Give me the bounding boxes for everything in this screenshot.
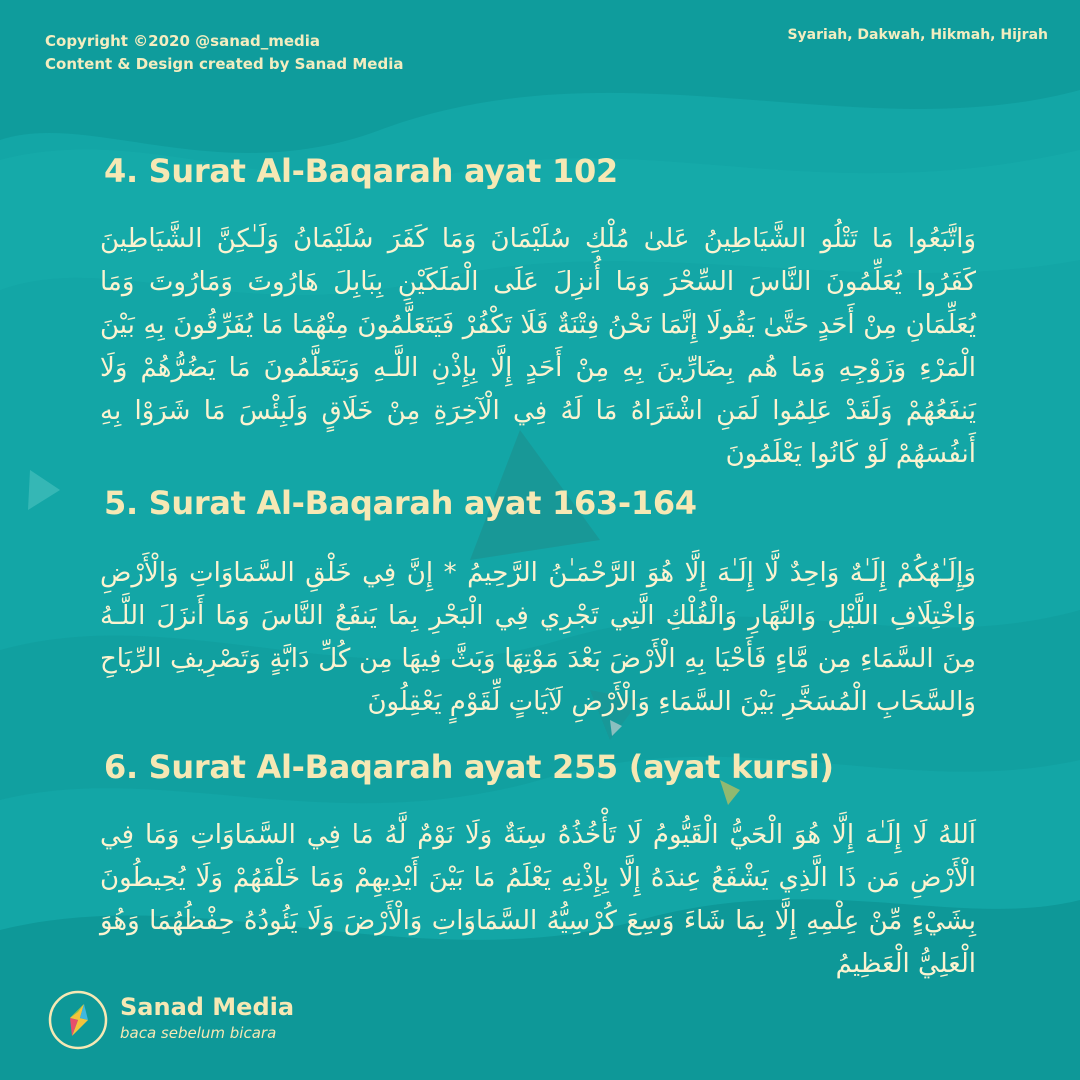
arabic-verse-baqarah-163-164: وَإِلَـٰهُكُمْ إِلَـٰهٌ وَاحِدٌ لَّا إِلَـٰهَ إِلَّا هُوَ الرَّحْمَـٰنُ الرَّحِيمُ * إِنَّ فِي خَلْقِ السَّمَاوَاتِ وَالْأَرْضِ وَاخْتِلَافِ اللَّيْلِ وَالنَّهَارِ وَالْفُلْكِ الَّتِي تَجْرِي فِي الْبَحْرِ بِمَا يَنفَعُ النَّاسَ وَمَا أَنزَلَ اللَّـهُ مِنَ السَّمَاءِ مِن مَّاءٍ فَأَحْيَا بِهِ الْأَرْضَ بَعْدَ مَوْتِهَا وَبَثَّ فِيهَا مِن كُلِّ دَابَّةٍ وَتَصْرِيفِ الرِّيَاحِ وَالسَّحَابِ الْمُسَخَّرِ بَيْنَ السَّمَاءِ وَالْأَرْضِ لَآيَاتٍ لِّقَوْمٍ يَعْقِلُونَ	[100, 558, 976, 717]
copyright-line: Copyright ©2020 @sanad_media	[45, 32, 321, 50]
copyright-notice	[45, 30, 403, 76]
section-title-baqarah-102: 4. Surat Al-Baqarah ayat 102	[104, 152, 618, 190]
brand-subtitle: baca sebelum bicara	[120, 1024, 277, 1042]
section-title-ayat-kursi: 6. Surat Al-Baqarah ayat 255 (ayat kursi)	[104, 748, 834, 786]
arabic-verse-ayat-kursi: اَللهُ لَا إِلَـٰهَ إِلَّا هُوَ الْحَيُّ الْقَيُّومُ لَا تَأْخُذُهُ سِنَةٌ وَلَا نَوْمٌ لَّهُ مَا فِي السَّمَاوَاتِ وَمَا فِي الْأَرْضِ مَن ذَا الَّذِي يَشْفَعُ عِندَهُ إِلَّا بِإِذْنِهِ يَعْلَمُ مَا بَيْنَ أَيْدِيهِمْ وَمَا خَلْفَهُمْ وَلَا يُحِيطُونَ بِشَيْءٍ مِّنْ عِلْمِهِ إِلَّا بِمَا شَاءَ وَسِعَ كُرْسِيُّهُ السَّمَاوَاتِ وَالْأَرْضَ وَلَا يَئُودُهُ حِفْظُهُمَا وَهُوَ الْعَلِيُّ الْعَظِيمُ	[100, 820, 976, 979]
sanad-media-logo-icon	[48, 990, 108, 1050]
tagline: Syariah, Dakwah, Hikmah, Hijrah	[787, 27, 1048, 43]
arabic-verse-baqarah-102: وَاتَّبَعُوا مَا تَتْلُو الشَّيَاطِينُ عَلىٰ مُلْكِ سُلَيْمَانَ وَمَا كَفَرَ سُلَيْمَانُ وَلَـٰكِنَّ الشَّيَاطِينَ كَفَرُوا يُعَلِّمُونَ النَّاسَ السِّحْرَ وَمَا أُنزِلَ عَلَى الْمَلَكَيْنِ بِبَابِلَ هَارُوتَ وَمَارُوتَ وَمَا يُعَلِّمَانِ مِنْ أَحَدٍ حَتَّىٰ يَقُولَا إِنَّمَا نَحْنُ فِتْنَةٌ فَلَا تَكْفُرْ فَيَتَعَلَّمُونَ مِنْهُمَا مَا يُفَرِّقُونَ بِهِ بَيْنَ الْمَرْءِ وَزَوْجِهِ وَمَا هُم بِضَارِّينَ بِهِ مِنْ أَحَدٍ إِلَّا بِإِذْنِ اللَّـهِ وَيَتَعَلَّمُونَ مَا يَضُرُّهُمْ وَلَا يَنفَعُهُمْ وَلَقَدْ عَلِمُوا لَمَنِ اشْتَرَاهُ مَا لَهُ فِي الْآخِرَةِ مِنْ خَلَاقٍ وَلَبِئْسَ مَا شَرَوْا بِهِ أَنفُسَهُمْ لَوْ كَانُوا يَعْلَمُونَ	[100, 224, 976, 469]
section-title-baqarah-163-164: 5. Surat Al-Baqarah ayat 163-164	[104, 484, 697, 522]
credits-line: Content & Design created by Sanad Media	[45, 55, 404, 73]
brand-name: Sanad Media	[120, 993, 295, 1021]
